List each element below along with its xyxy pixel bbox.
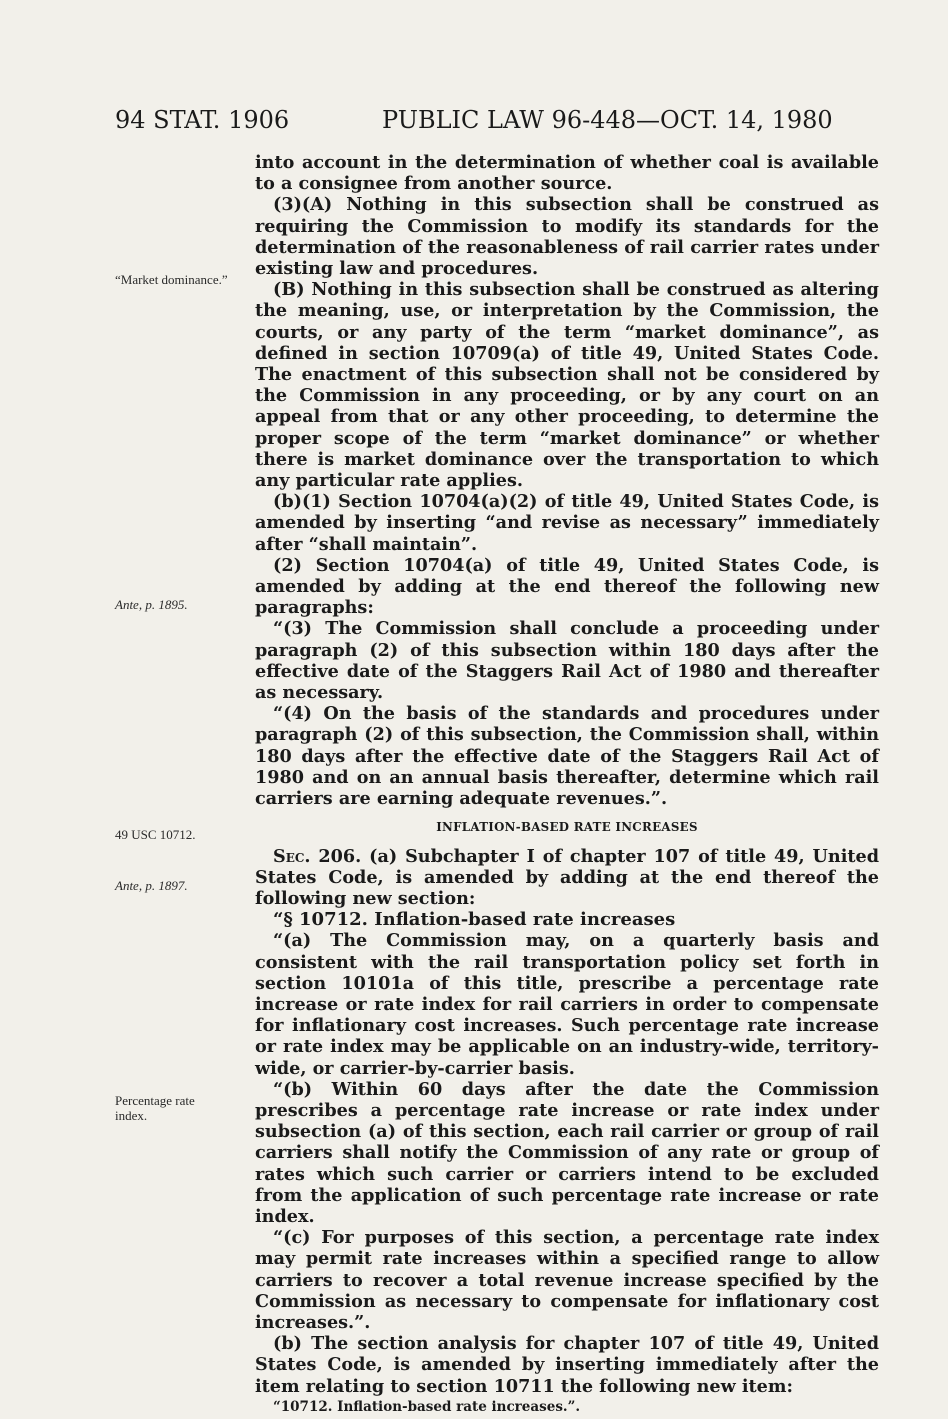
statute-body bbox=[255, 152, 879, 1418]
paragraph-quoted-c: “(c) For purposes of this section, a percentage rate index may permit rate increases within a specified range to allow carriers to recover a total revenue increase specified by the Commission as necessary to compensate for inflationary cost increases.”. bbox=[255, 1227, 879, 1333]
paragraph-b: (B) Nothing in this subsection shall be construed as altering the meaning, use, or interpretation by the Commission, the courts, or any party of the term “market dominance”, as defined in section 10709(a) of title 49, United States Code. The enactment of this subsection shall not be considered by the Commission in any proceeding, or by any court on an appeal from that or any other proceeding, to determine the proper scope of the term “market dominance” or whether there is market dominance over the transportation to which any particular rate applies. bbox=[255, 279, 879, 492]
paragraph-sec-206 bbox=[255, 846, 879, 910]
paragraph-3a: (3)(A) Nothing in this subsection shall be construed as requiring the Commission to modify its standards for the determination of the reasonableness of rail carrier rates under existing law and procedures. bbox=[255, 194, 879, 280]
margin-note-percentage-rate-index: Percentage rate index. bbox=[115, 1093, 195, 1123]
paragraph-continuation: into account in the determination of whether coal is available to a consignee from another source. bbox=[255, 152, 879, 195]
paragraph-b1: (b)(1) Section 10704(a)(2) of title 49, United States Code, is amended by inserting “and revise as necessary” immediately after “shall maintain”. bbox=[255, 491, 879, 555]
margin-note-ante-1895 bbox=[115, 597, 240, 612]
section-analysis-item: “10712. Inflation-based rate increases.”. bbox=[273, 1398, 581, 1415]
margin-note-ante-1897 bbox=[115, 878, 240, 893]
paragraph-2: (2) Section 10704(a) of title 49, United States Code, is amended by adding at the end thereof the following new paragraphs: bbox=[255, 554, 879, 619]
section-206-text: 206. (a) Subchapter I of chapter 107 of title 49, United States Code, is amended by adding at the end thereof the following new section: bbox=[255, 845, 879, 909]
section-heading-inflation: INFLATION-BASED RATE INCREASES bbox=[436, 820, 698, 835]
margin-note-market-dominance: “Market dominance.” bbox=[115, 272, 228, 287]
paragraph-quoted-a: “(a) The Commission may, on a quarterly basis and consistent with the rail transportation policy set forth in section 10101a of this title, prescribe a percentage rate increase or rate index for rail carriers in order to compensate for inflationary cost increases. Such percentage rate increase or rate index may be applicable on an industry-wide, territory-wide, or carrier-by-carrier basis. bbox=[255, 930, 879, 1079]
paragraph-quoted-b: “(b) Within 60 days after the date the Commission prescribes a percentage rate increase or rate index under subsection (a) of this section, each rail carrier or group of rail carriers shall notify the Commission of any rate or group of rates which such carrier or carriers intend to be excluded from the application of such percentage rate increase or rate index. bbox=[255, 1078, 879, 1227]
paragraph-quoted-4: “(4) On the basis of the standards and procedures under paragraph (2) of this subsection, the Commission shall, within 180 days after the effective date of the Staggers Rail Act of 1980 and on an annual basis thereafter, determine which rail carriers are earning adequate revenues.”. bbox=[255, 703, 879, 810]
page-header bbox=[115, 106, 885, 142]
margin-note-text: Ante, p. 1897. bbox=[115, 878, 188, 893]
paragraph-section-b: (b) The section analysis for chapter 107 of title 49, United States Code, is amended by inserting immediately after the item relating to section 10711 the following new item: bbox=[255, 1333, 879, 1397]
margin-note-text: Ante, p. 1895. bbox=[115, 597, 188, 612]
margin-note-usc-10712: 49 USC 10712. bbox=[115, 827, 196, 842]
paragraph-quoted-3: “(3) The Commission shall conclude a proceeding under paragraph (2) of this subsection within 180 days after the effective date of the Staggers Rail Act of 1980 and thereafter as necessary. bbox=[255, 618, 879, 704]
section-title-10712: “§ 10712. Inflation-based rate increases bbox=[273, 909, 676, 931]
statute-page-number: 94 STAT. 1906 bbox=[115, 106, 290, 134]
running-title: PUBLIC LAW 96-448—OCT. 14, 1980 bbox=[382, 106, 833, 134]
section-label: Sec. bbox=[273, 845, 311, 867]
